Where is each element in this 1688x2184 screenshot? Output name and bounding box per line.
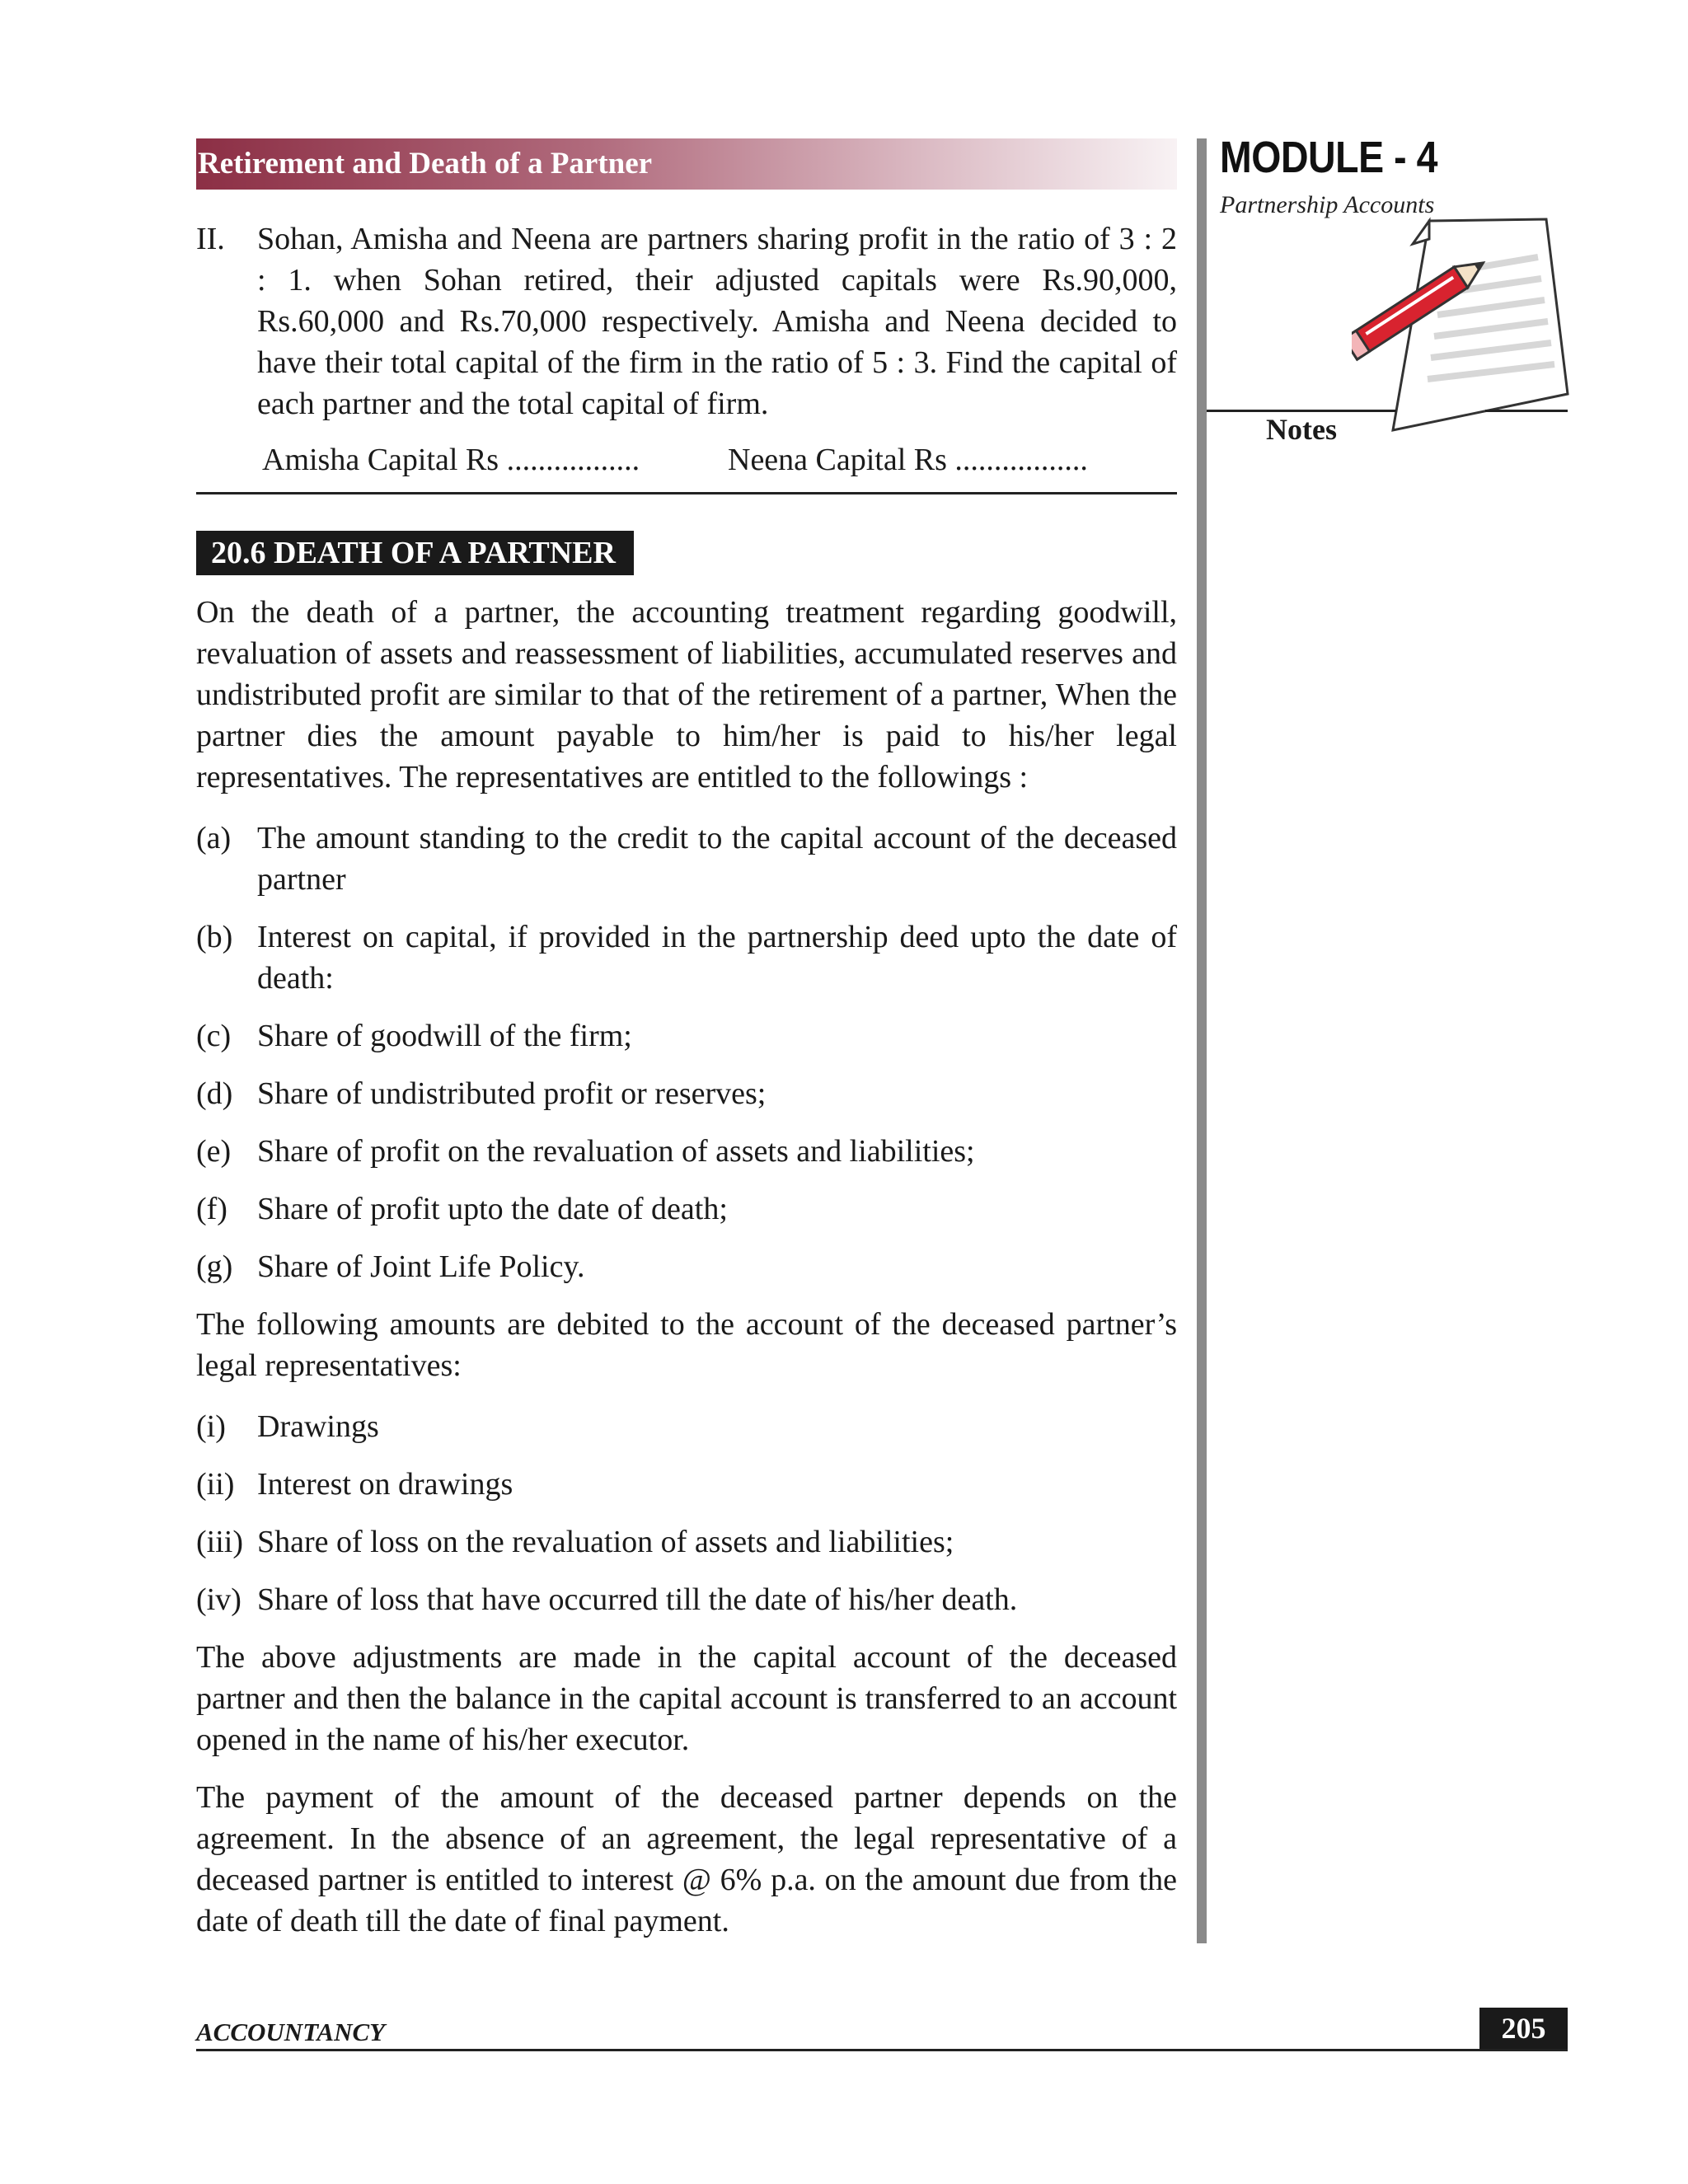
list-item: (e) Share of profit on the revaluation of assets and liabilities; <box>196 1134 975 1169</box>
notepad-with-pencil-icon <box>1352 206 1582 437</box>
sidebar-divider <box>1197 138 1207 1943</box>
debit-list <box>196 1406 1177 1620</box>
list-item: (f) Share of profit upto the date of death; <box>196 1192 728 1226</box>
list-item: (iii) Share of loss on the revaluation of assets and liabilities; <box>196 1525 954 1559</box>
section-heading: 20.6 DEATH OF A PARTNER <box>196 531 634 575</box>
chapter-title-bar <box>196 138 1177 190</box>
exercise-question <box>196 218 1177 424</box>
answer-amisha: Amisha Capital Rs ................. <box>262 443 640 477</box>
exercise-text: Sohan, Amisha and Neena are partners sharing profit in the ratio of 3 : 2 : 1. when Sohan retired, their adjusted capitals were Rs.90,000, Rs.60,000 and Rs.70,000 respectively. Amisha and Neena decided to have their total capital of the firm in the ratio of 5 : 3. Find the capital of each partner and the total capital of firm. <box>257 222 1177 421</box>
entitlement-list <box>196 818 1177 1287</box>
page-number: 205 <box>1479 2008 1568 2049</box>
list-item: (i) Drawings <box>196 1409 379 1444</box>
list-item: (b) Interest on capital, if provided in the partnership deed upto the date of death: <box>196 920 1177 996</box>
main-content <box>196 218 1177 1942</box>
list-item: (a) The amount standing to the credit to the capital account of the deceased partner <box>196 821 1177 897</box>
debits-intro: The following amounts are debited to the account of the deceased partner’s legal representatives: <box>196 1307 1177 1383</box>
list-item: (g) Share of Joint Life Policy. <box>196 1249 585 1284</box>
exercise-label: II. <box>196 222 225 256</box>
list-item: (d) Share of undistributed profit or reserves; <box>196 1076 767 1111</box>
footer-subject: ACCOUNTANCY <box>196 2018 386 2046</box>
answer-neena: Neena Capital Rs ................. <box>728 443 1088 477</box>
notes-label: Notes <box>1266 413 1337 446</box>
list-item: (iv) Share of loss that have occurred till the date of his/her death. <box>196 1582 1018 1617</box>
module-title: MODULE - 4 <box>1220 133 1438 182</box>
footer-rule <box>196 2049 1568 2051</box>
module-subtitle: Partnership Accounts <box>1220 191 1435 218</box>
notes-rule-right <box>1485 410 1568 412</box>
list-item: (ii) Interest on drawings <box>196 1467 513 1502</box>
section-intro: On the death of a partner, the accounting treatment regarding goodwill, revaluation of assets and reassessment of liabilities, accumulated reserves and undistributed profit are similar to that of the retirement of a partner, When the partner dies the amount payable to him/her is paid to his/her legal representatives. The representatives are entitled to the followings : <box>196 595 1177 794</box>
adjustments-paragraph: The above adjustments are made in the capital account of the deceased partner and then the balance in the capital account is transferred to an account opened in the name of his/her executor. <box>196 1640 1177 1757</box>
list-item: (c) Share of goodwill of the firm; <box>196 1019 632 1053</box>
answer-blanks <box>196 439 1177 494</box>
chapter-title: Retirement and Death of a Partner <box>198 147 653 180</box>
payment-paragraph: The payment of the amount of the deceased partner depends on the agreement. In the absence of an agreement, the legal representative of a deceased partner is entitled to interest @ 6% p.a. on the amount due from the date of death till the date of final payment. <box>196 1780 1177 1938</box>
